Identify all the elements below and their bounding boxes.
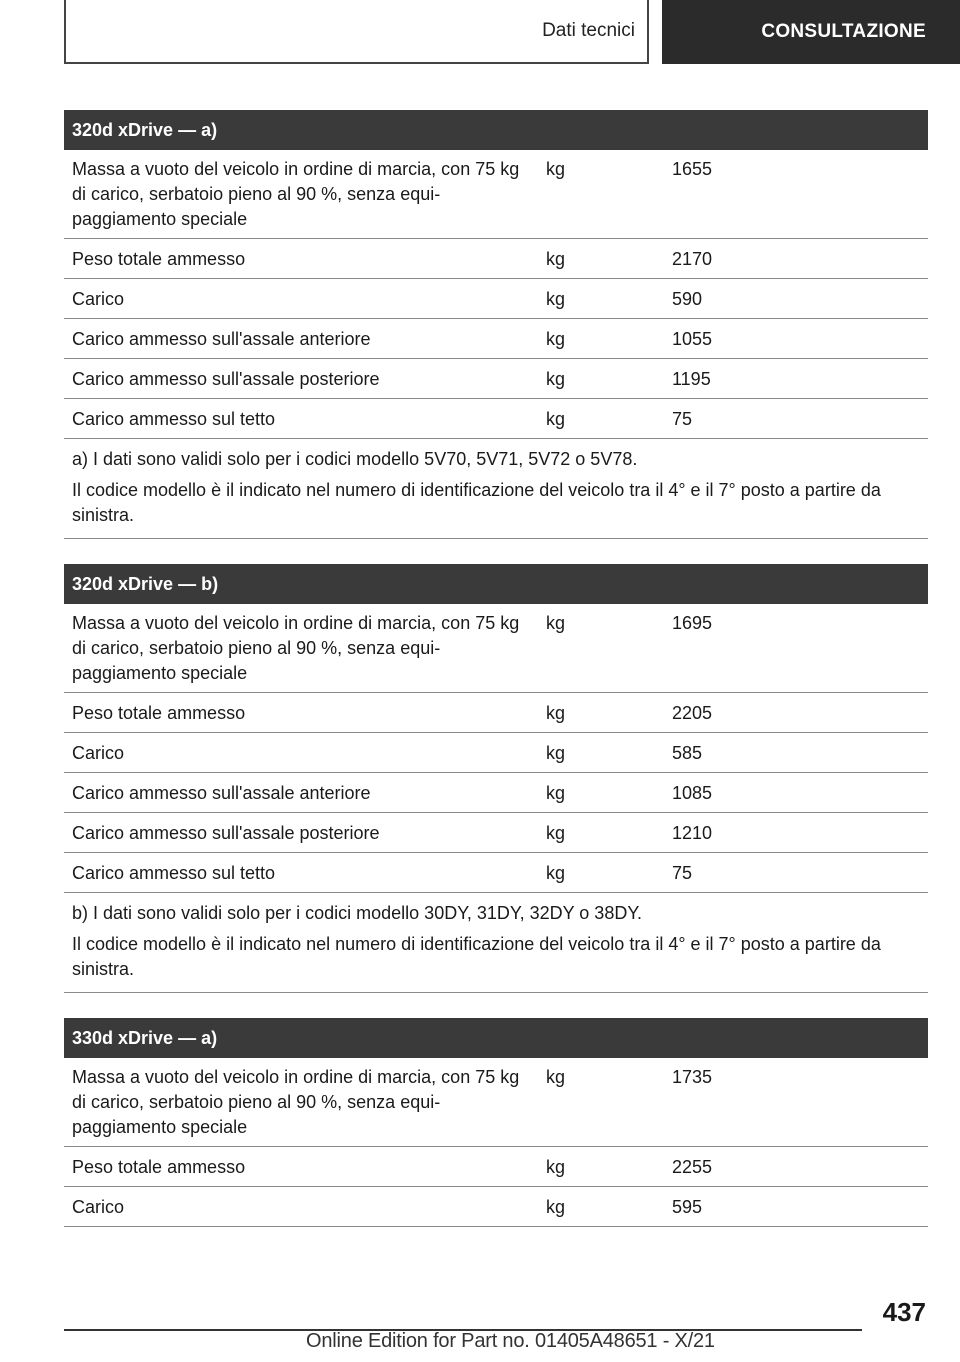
row-unit: kg (546, 329, 566, 349)
row-value: 2255 (672, 1157, 713, 1177)
table-footnote (64, 439, 928, 539)
row-unit: kg (546, 783, 566, 803)
footnote-model-code: Il codice modello è il indicato nel numero di identificazione del veicolo tra il 4° e il 7° posto a partire da sinistra. (72, 480, 881, 525)
row-value: 75 (672, 409, 693, 429)
table-row (64, 693, 928, 733)
row-value: 1055 (672, 329, 713, 349)
row-value: 1085 (672, 783, 713, 803)
row-value: 1695 (672, 613, 713, 633)
table-title: 330d xDrive — a) (64, 1018, 928, 1058)
table-row (64, 150, 928, 239)
table-row (64, 1187, 928, 1227)
row-unit: kg (546, 1067, 566, 1087)
table-row (64, 733, 928, 773)
footnote-model-code: Il codice modello è il indicato nel numero di identificazione del veicolo tra il 4° e il 7° posto a partire da sinistra. (72, 934, 881, 979)
table-row (64, 773, 928, 813)
row-unit: kg (546, 863, 566, 883)
row-value: 590 (672, 289, 703, 309)
row-unit: kg (546, 249, 566, 269)
header-chapter-title: CONSULTAZIONE (761, 21, 926, 42)
row-label: Carico (72, 289, 125, 309)
row-value: 2170 (672, 249, 713, 269)
table-row (64, 279, 928, 319)
row-label: Massa a vuoto del veicolo in ordine di marcia, con 75 kg di carico, serbatoio pieno al 90 %, senza equi-paggiamento speciale (72, 159, 520, 229)
table-row (64, 399, 928, 439)
row-unit: kg (546, 743, 566, 763)
table-row (64, 1058, 928, 1147)
row-value: 585 (672, 743, 703, 763)
row-unit: kg (546, 1197, 566, 1217)
row-unit: kg (546, 369, 566, 389)
row-label: Carico ammesso sul tetto (72, 409, 276, 429)
row-value: 1735 (672, 1067, 713, 1087)
row-label: Carico ammesso sull'assale posteriore (72, 823, 380, 843)
header-section-tab (64, 0, 649, 64)
row-unit: kg (546, 703, 566, 723)
table-title: 320d xDrive — a) (64, 110, 928, 150)
table-row (64, 853, 928, 893)
row-label: Massa a vuoto del veicolo in ordine di marcia, con 75 kg di carico, serbatoio pieno al 90 %, senza equi-paggiamento speciale (72, 1067, 520, 1137)
row-unit: kg (546, 159, 566, 179)
row-label: Carico ammesso sull'assale posteriore (72, 369, 380, 389)
row-label: Massa a vuoto del veicolo in ordine di marcia, con 75 kg di carico, serbatoio pieno al 90 %, senza equi-paggiamento speciale (72, 613, 520, 683)
row-label: Peso totale ammesso (72, 703, 246, 723)
row-label: Peso totale ammesso (72, 1157, 246, 1177)
header-section-title: Dati tecnici (542, 20, 635, 41)
page-number: 437 (882, 1297, 926, 1327)
table-footnote (64, 893, 928, 993)
table-row (64, 239, 928, 279)
table-row (64, 319, 928, 359)
row-value: 1655 (672, 159, 713, 179)
table-row (64, 604, 928, 693)
weights-table-320d-xdrive-b (64, 564, 928, 993)
footnote-validity: a) I dati sono validi solo per i codici modello 5V70, 5V71, 5V72 o 5V78. (72, 449, 638, 469)
table-row (64, 1147, 928, 1187)
row-label: Peso totale ammesso (72, 249, 246, 269)
footer-edition: Online Edition for Part no. 01405A48651 - X/21 (306, 1330, 715, 1352)
row-unit: kg (546, 409, 566, 429)
footnote-validity: b) I dati sono validi solo per i codici modello 30DY, 31DY, 32DY o 38DY. (72, 903, 643, 923)
table-title: 320d xDrive — b) (64, 564, 928, 604)
weights-table-330d-xdrive-a (64, 1018, 928, 1227)
row-value: 2205 (672, 703, 713, 723)
row-value: 1210 (672, 823, 713, 843)
table-row (64, 813, 928, 853)
row-value: 1195 (672, 369, 711, 389)
row-label: Carico ammesso sull'assale anteriore (72, 329, 371, 349)
row-value: 75 (672, 863, 693, 883)
row-unit: kg (546, 823, 566, 843)
row-unit: kg (546, 613, 566, 633)
row-value: 595 (672, 1197, 703, 1217)
row-label: Carico ammesso sull'assale anteriore (72, 783, 371, 803)
row-unit: kg (546, 289, 566, 309)
row-label: Carico (72, 743, 125, 763)
row-label: Carico ammesso sul tetto (72, 863, 276, 883)
header-chapter-tab (662, 0, 960, 64)
row-label: Carico (72, 1197, 125, 1217)
weights-table-320d-xdrive-a (64, 110, 928, 539)
row-unit: kg (546, 1157, 566, 1177)
table-row (64, 359, 928, 399)
